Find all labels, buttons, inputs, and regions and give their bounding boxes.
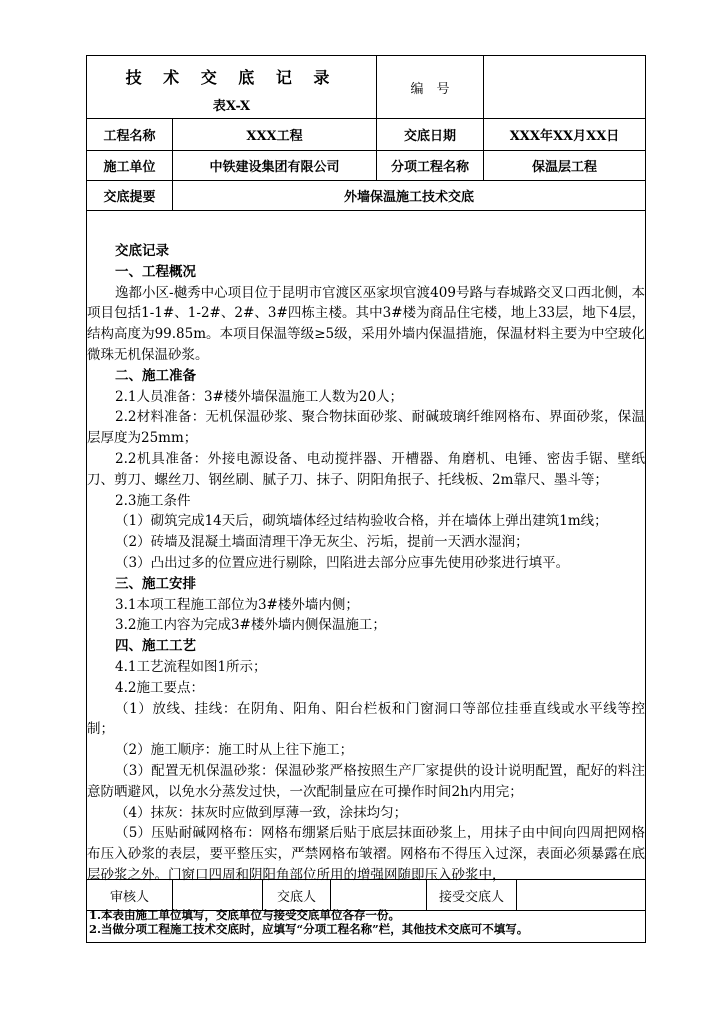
unit-label: 施工单位 bbox=[87, 150, 173, 180]
section-4-2c: （3）配置无机保温砂浆：保温砂浆严格按照生产厂家提供的设计说明配置，配好的料注意防晒避风，以免水分蒸发过快，一次配制量应在可操作时间2h内用完； bbox=[87, 762, 645, 800]
date-label: 交底日期 bbox=[377, 118, 484, 150]
reviewer-label: 审核人 bbox=[87, 880, 173, 910]
record-body bbox=[87, 241, 645, 886]
number-label: 编 号 bbox=[377, 56, 484, 118]
section-3-title: 三、施工安排 bbox=[115, 575, 196, 592]
unit-row bbox=[87, 150, 645, 181]
sub-project-value[interactable]: 保温层工程 bbox=[531, 159, 597, 175]
summary-value[interactable]: 外墙保温施工技术交底 bbox=[343, 189, 474, 205]
section-4-2: 4.2施工要点： bbox=[115, 679, 204, 696]
section-4-2a: （1）放线、挂线：在阴角、阳角、阳台栏板和门窗洞口等部位挂垂直线或水平线等控制； bbox=[87, 700, 645, 738]
section-2-4c: （3）凸出过多的位置应进行剔除，凹陷进去部分应事先使用砂浆进行填平。 bbox=[115, 554, 570, 571]
note-1: 1.本表由施工单位填写，交底单位与接受交底单位各存一份。 bbox=[89, 908, 401, 922]
section-2-4a: （1）砌筑完成14天后，砌筑墙体经过结构验收合格，并在墙体上弹出建筑1m线； bbox=[115, 513, 608, 530]
section-4-2b: （2）施工顺序：施工时从上往下施工； bbox=[115, 742, 354, 759]
sub-project-label: 分项工程名称 bbox=[377, 150, 484, 180]
reviewer-field[interactable] bbox=[173, 880, 263, 910]
unit-value[interactable]: 中铁建设集团有限公司 bbox=[173, 150, 377, 180]
header-row bbox=[87, 56, 645, 119]
section-4-1: 4.1工艺流程如图1所示； bbox=[115, 658, 267, 675]
note-2: 2.当做分项工程施工技术交底时，应填写“分项工程名称”栏，其他技术交底可不填写。 bbox=[89, 922, 529, 936]
number-value[interactable] bbox=[484, 56, 645, 118]
receiver-label: 接受交底人 bbox=[427, 880, 517, 910]
section-3-1: 3.1本项工程施工部位为3#楼外墙内侧； bbox=[115, 596, 359, 613]
form-title: 技 术 交 底 记 录 bbox=[125, 68, 338, 87]
signoff-row bbox=[87, 879, 645, 911]
section-2-4b: （2）砖墙及混凝土墙面清理干净无灰尘、污垢，提前一天洒水湿润； bbox=[115, 534, 529, 551]
discloser-label: 交底人 bbox=[263, 880, 331, 910]
record-heading: 交底记录 bbox=[115, 243, 169, 259]
project-row bbox=[87, 118, 645, 151]
section-2-1: 2.1人员准备：3#楼外墙保温施工人数为20人； bbox=[115, 388, 404, 405]
section-1-text: 逸都小区-樾秀中心项目位于昆明市官渡区巫家坝官渡409号路与春城路交叉口西北侧，本项目包括1-1#、1-2#、2#、3#四栋主楼。其中3#楼为商品住宅楼，地上33层，地下4层，结构高度为99.85m。本项目保温等级≥5级，采用外墙内保温措施，保温材料主要为中空玻化微珠无机保温砂浆。 bbox=[87, 284, 645, 363]
form-notes bbox=[86, 908, 646, 936]
section-2-3: 2.2机具准备：外接电源设备、电动搅拌器、开槽器、角磨机、电锤、密齿手锯、壁纸刀、剪刀、螺丝刀、钢丝刷、腻子刀、抹子、阴阳角抿子、托线板、2m靠尺、墨斗等； bbox=[87, 450, 645, 488]
section-4-2e: （5）压贴耐碱网格布：网格布绷紧后贴于底层抹面砂浆上，用抹子由中间向四周把网格布压入砂浆的表层，要平整压实，严禁网格布皱褶。网格布不得压入过深，表面必须暴露在底层砂浆之外。门窗口四周和阴阳角部位所用的增强网随即压入砂浆中， bbox=[87, 825, 645, 883]
title-cell bbox=[87, 56, 377, 118]
discloser-field[interactable] bbox=[331, 880, 427, 910]
section-2-2: 2.2材料准备：无机保温砂浆、聚合物抹面砂浆、耐碱玻璃纤维网格布、界面砂浆，保温层厚度为25mm； bbox=[87, 409, 645, 447]
section-3-2: 3.2施工内容为完成3#楼外墙内侧保温施工； bbox=[115, 617, 386, 634]
summary-label: 交底提要 bbox=[87, 180, 173, 210]
receiver-field[interactable] bbox=[517, 880, 645, 910]
summary-row bbox=[87, 180, 645, 211]
form-subtitle: 表X-X bbox=[212, 99, 251, 114]
section-4-2d: （4）抹灰：抹灰时应做到厚薄一致，涂抹均匀； bbox=[115, 804, 408, 821]
section-4-title: 四、施工工艺 bbox=[115, 638, 196, 655]
date-value[interactable]: XXX年XX月XX日 bbox=[509, 128, 620, 144]
disclosure-form bbox=[86, 55, 646, 943]
section-1-title: 一、工程概况 bbox=[115, 263, 196, 280]
section-2-title: 二、施工准备 bbox=[115, 367, 196, 384]
project-name-label: 工程名称 bbox=[87, 118, 173, 150]
project-name-value[interactable]: XXX工程 bbox=[173, 118, 377, 150]
section-2-4: 2.3施工条件 bbox=[115, 492, 191, 509]
